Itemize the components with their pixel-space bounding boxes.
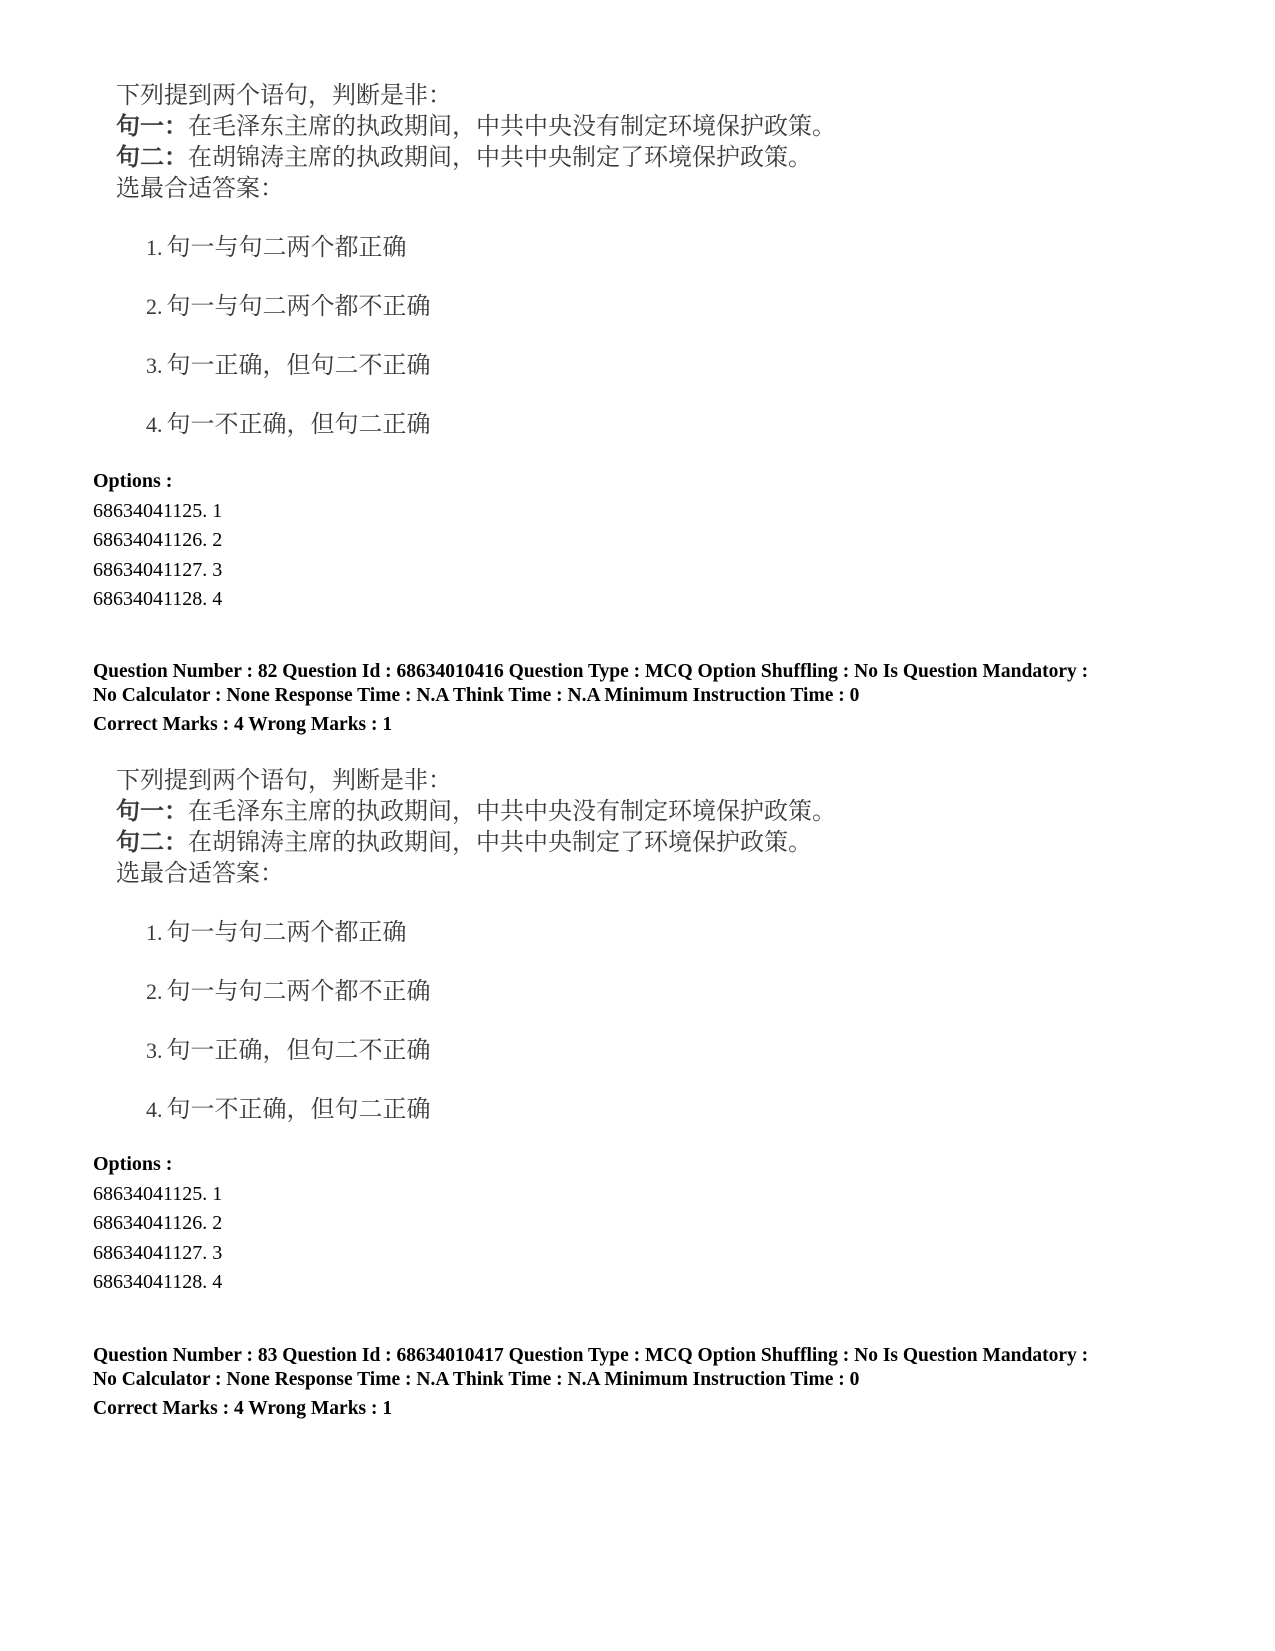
question-intro: 下列提到两个语句，判断是非： <box>116 81 452 109</box>
choice-item: 1. 句一与句二两个都正确 <box>146 233 407 261</box>
statement-2: 句二：在胡锦涛主席的执政期间，中共中央制定了环境保护政策。 <box>116 828 812 856</box>
choice-item: 1. 句一与句二两个都正确 <box>146 918 407 946</box>
statement-1: 句一：在毛泽东主席的执政期间，中共中央没有制定环境保护政策。 <box>116 112 836 140</box>
question-meta-line: No Calculator : None Response Time : N.A Think Time : N.A Minimum Instruction Time : 0 <box>93 1369 860 1390</box>
choice-item: 3. 句一正确，但句二不正确 <box>146 351 431 379</box>
question-meta-line: Question Number : 83 Question Id : 68634010417 Question Type : MCQ Option Shuffling : No Is Question Mandatory : <box>93 1345 1089 1366</box>
question-meta-82 <box>93 660 1088 737</box>
question-meta-83 <box>93 1344 1088 1421</box>
option-item: 68634041127. 3 <box>93 558 223 581</box>
question-prompt: 选最合适答案： <box>116 859 284 887</box>
question-meta-line: No Calculator : None Response Time : N.A Think Time : N.A Minimum Instruction Time : 0 <box>93 685 860 706</box>
choice-list-2 <box>146 917 431 1153</box>
choice-item: 3. 句一正确，但句二不正确 <box>146 1036 431 1064</box>
question-marks: Correct Marks : 4 Wrong Marks : 1 <box>93 1398 393 1419</box>
options-header: Options : <box>93 1153 173 1175</box>
options-header: Options : <box>93 470 173 492</box>
choice-item: 4. 句一不正确，但句二正确 <box>146 410 431 438</box>
choice-list-1 <box>146 232 431 468</box>
option-item: 68634041127. 3 <box>93 1241 223 1264</box>
statement-2: 句二：在胡锦涛主席的执政期间，中共中央制定了环境保护政策。 <box>116 143 812 171</box>
question-marks: Correct Marks : 4 Wrong Marks : 1 <box>93 714 393 735</box>
question-prompt: 选最合适答案： <box>116 174 284 202</box>
options-list-2 <box>93 1150 222 1298</box>
option-item: 68634041125. 1 <box>93 1182 223 1205</box>
option-item: 68634041126. 2 <box>93 1212 223 1234</box>
question-text-image-2 <box>116 765 836 889</box>
question-intro: 下列提到两个语句，判断是非： <box>116 766 452 794</box>
options-list-1 <box>93 467 222 615</box>
question-text-image-1 <box>116 80 836 204</box>
option-item: 68634041128. 4 <box>93 588 223 610</box>
choice-item: 2. 句一与句二两个都不正确 <box>146 977 431 1005</box>
option-item: 68634041126. 2 <box>93 529 223 551</box>
option-item: 68634041125. 1 <box>93 499 223 522</box>
question-meta-line: Question Number : 82 Question Id : 68634010416 Question Type : MCQ Option Shuffling : No Is Question Mandatory : <box>93 661 1089 682</box>
statement-1: 句一：在毛泽东主席的执政期间，中共中央没有制定环境保护政策。 <box>116 797 836 825</box>
choice-item: 4. 句一不正确，但句二正确 <box>146 1095 431 1123</box>
choice-item: 2. 句一与句二两个都不正确 <box>146 292 431 320</box>
option-item: 68634041128. 4 <box>93 1271 223 1293</box>
